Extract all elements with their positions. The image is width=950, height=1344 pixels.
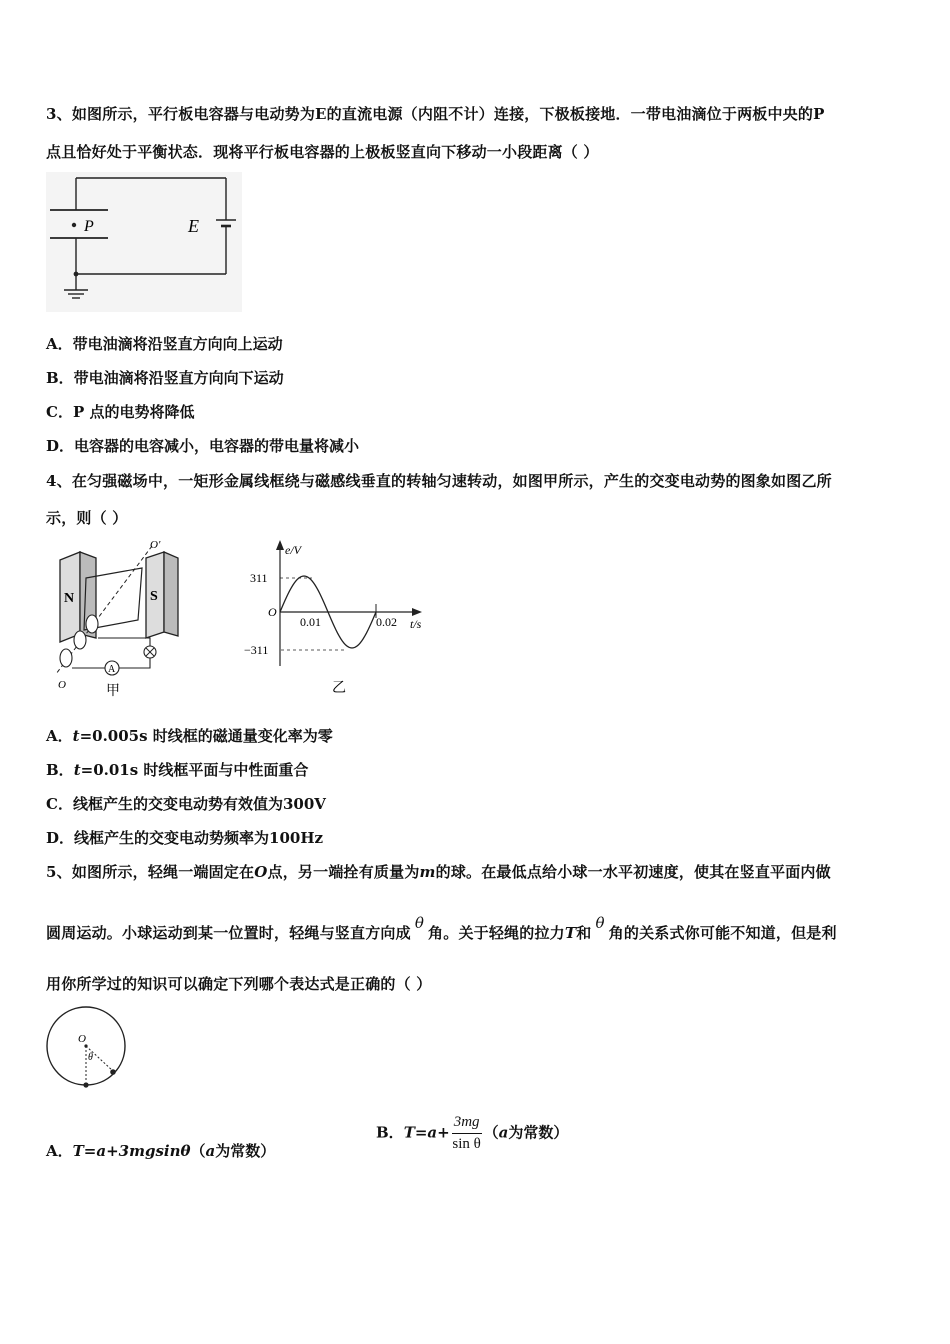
q3-point-label: P [84, 218, 94, 235]
q3-circuit-figure [46, 172, 242, 312]
q4-axis-top-label: O' [150, 539, 161, 551]
q5-option-b-fraction: $\frac{3mg}{\text{sin θ}}$ [452, 1114, 481, 1152]
q4-stem-line1: 4、在匀强磁场中，一矩形金属线框绕与磁感线垂直的转轴匀速转动，如图甲所示，产生的交变电动势的图象如图乙所 [46, 472, 832, 490]
q3-stem-line2: 点且恰好处于平衡状态．现将平行板电容器的上极板竖直向下移动一小段距离（ ） [46, 143, 599, 161]
q3-option-c: C．P 点的电势将降低 [46, 403, 195, 421]
tick-t1-label: 0.01 [300, 615, 321, 629]
q3-option-d: D．电容器的电容减小，电容器的带电量将减小 [46, 437, 360, 455]
q5-circle-figure [42, 1004, 134, 1094]
q5-stem-line3: 用你所学过的知识可以确定下列哪个表达式是正确的（ ） [46, 975, 432, 993]
q5-option-b: B．T=a+ $\frac{3mg}{\text{sin θ}}$ （a为常数） [376, 1114, 569, 1152]
q3-stem-line1: 3、如图所示，平行板电容器与电动势为E的直流电源（内阻不计）连接，下极板接地．一带电油滴位于两板中央的P [46, 105, 825, 123]
tick-t2-label: 0.02 [376, 615, 397, 629]
q5-center-label: O [78, 1033, 86, 1045]
q3-source-label: E [188, 216, 199, 236]
q3-option-b: B．带电油滴将沿竖直方向向下运动 [46, 369, 284, 387]
q4-emf-graph [240, 538, 440, 700]
q4-north-label: N [64, 591, 75, 606]
q4-option-c: C．线框产生的交变电动势有效值为300V [46, 795, 326, 813]
q4-fig-jia-caption: 甲 [106, 684, 120, 699]
x-axis-label: t/s [410, 617, 422, 631]
q4-ammeter-label: A [108, 664, 116, 675]
tick-neg-label: −311 [244, 643, 269, 657]
q4-fig-yi-caption: 乙 [332, 681, 346, 696]
y-axis-label: e/V [285, 543, 301, 557]
q4-option-d: D．线框产生的交变电动势频率为100Hz [46, 829, 324, 847]
origin-label: O [268, 605, 277, 619]
q4-option-a: A．t=0.005s 时线框的磁通量变化率为零 [46, 727, 333, 745]
q3-option-a: A．带电油滴将沿竖直方向向上运动 [46, 335, 283, 353]
q5-stem-line1: 5、如图所示，轻绳一端固定在O点，另一端拴有质量为m的球。在最低点给小球一水平初速度，使其在竖直平面内做 [46, 863, 831, 881]
tick-pos-label: 311 [250, 571, 268, 585]
q4-axis-bottom-label: O [58, 679, 66, 691]
q4-stem-line2: 示，则（ ） [46, 509, 128, 527]
q4-option-b: B．t=0.01s 时线框平面与中性面重合 [46, 761, 309, 779]
q5-stem-line2: 圆周运动。小球运动到某一位置时，轻绳与竖直方向成θ角。关于轻绳的拉力T和θ角的关系式你可能不知道，但是利 [46, 914, 837, 942]
q4-south-label: S [150, 589, 158, 604]
q5-angle-label: θ [88, 1052, 93, 1063]
q4-generator-figure [46, 538, 186, 700]
q5-option-a: A．T=a+3mgsinθ（a为常数） [46, 1142, 276, 1160]
